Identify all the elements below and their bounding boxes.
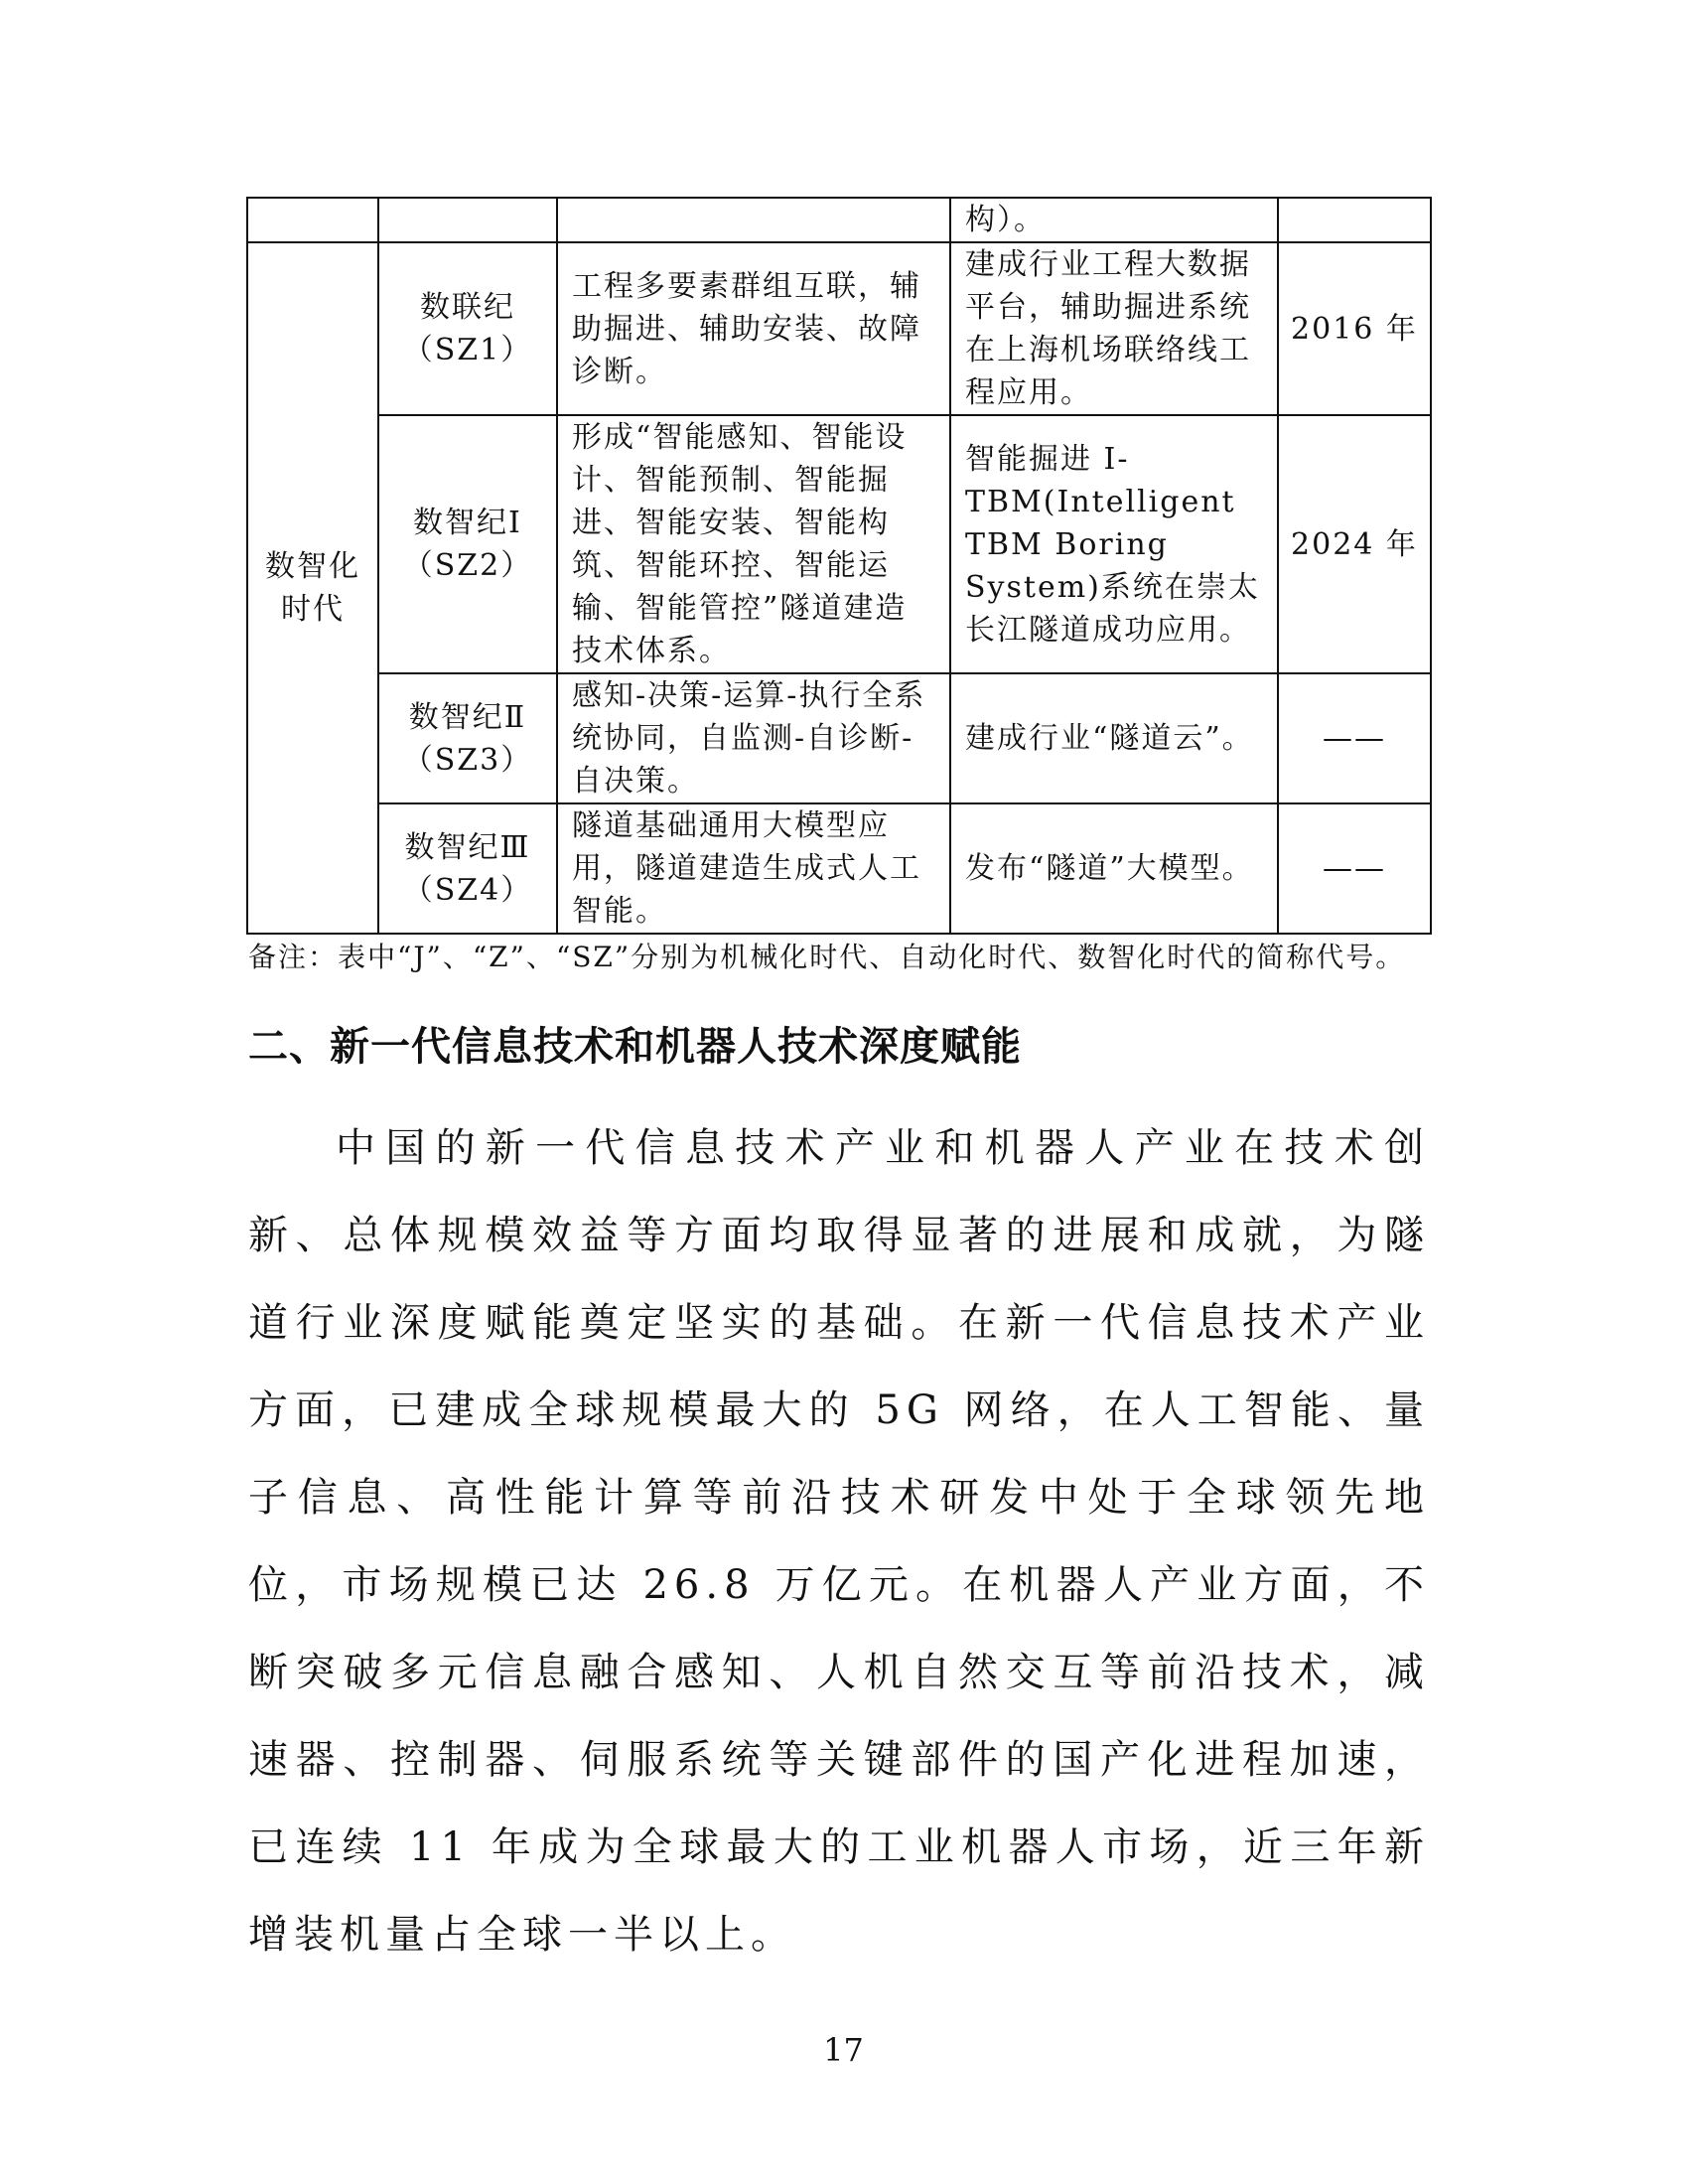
table-row-continuation <box>247 198 1431 242</box>
cell-milestone: 建成行业工程大数据平台，辅助掘进系统在上海机场联络线工程应用。 <box>950 242 1278 415</box>
cell-milestone-continued: 构）。 <box>950 198 1278 242</box>
cell-milestone: 发布“隧道”大模型。 <box>950 803 1278 934</box>
page-number: 17 <box>823 2031 864 2069</box>
section-heading: 二、新一代信息技术和机器人技术深度赋能 <box>248 1024 1022 1070</box>
cell-era-label <box>247 242 378 934</box>
table-row <box>247 415 1431 673</box>
cell-year: 2016 年 <box>1278 242 1431 415</box>
cell-milestone: 智能掘进 I-TBM(Intelligent TBM Boring System)系统在崇太长江隧道成功应用。 <box>950 415 1278 673</box>
stage-name: 数智纪Ⅰ <box>413 506 522 540</box>
stage-name: 数智纪Ⅱ <box>408 699 527 735</box>
cell-name-empty <box>378 198 557 242</box>
cell-year-empty <box>1278 198 1431 242</box>
stage-name: 数智纪Ⅲ <box>404 829 531 865</box>
table-row <box>247 242 1431 415</box>
era-label-text: 数智化时代 <box>265 549 360 627</box>
stage-code: （SZ4） <box>402 872 533 908</box>
body-paragraph: 中国的新一代信息技术产业和机器人产业在技术创新、总体规模效益等方面均取得显著的进展和成就，为隧道行业深度赋能奠定坚实的基础。在新一代信息技术产业方面，已建成全球规模最大的 5G 网络，在人工智能、量子信息、高性能计算等前沿技术研发中处于全球领先地位，市场规模已达 26.8 万亿元。在机器人产业方面，不断突破多元信息融合感知、人机自然交互等前沿技术，减速器、控制器、伺服系统等关键部件的国产化进程加速，已连续 11 年成为全球最大的工业机器人市场，近三年新增装机量占全球一半以上。 <box>248 1125 1430 1958</box>
stage-name: 数联纪 <box>420 290 515 325</box>
table-row <box>247 803 1431 934</box>
cell-stage-name <box>378 673 557 803</box>
cell-year: 2024 年 <box>1278 415 1431 673</box>
cell-feature: 工程多要素群组互联，辅助掘进、辅助安装、故障诊断。 <box>557 242 950 415</box>
cell-feature-empty <box>557 198 950 242</box>
cell-feature: 感知-决策-运算-执行全系统协同，自监测-自诊断-自决策。 <box>557 673 950 803</box>
cell-year: —— <box>1278 673 1431 803</box>
cell-stage-name <box>378 415 557 673</box>
cell-feature: 隧道基础通用大模型应用，隧道建造生成式人工智能。 <box>557 803 950 934</box>
cell-stage-name <box>378 803 557 934</box>
stage-code: （SZ2） <box>402 548 533 583</box>
table-row <box>247 673 1431 803</box>
cell-milestone: 建成行业“隧道云”。 <box>950 673 1278 803</box>
era-table <box>246 197 1432 935</box>
cell-era-empty <box>247 198 378 242</box>
table-note: 备注：表中“J”、“Z”、“SZ”分别为机械化时代、自动化时代、数智化时代的简称代号。 <box>248 941 1406 973</box>
stage-code: （SZ1） <box>402 333 533 367</box>
cell-stage-name <box>378 242 557 415</box>
cell-year: —— <box>1278 803 1431 934</box>
cell-feature: 形成“智能感知、智能设计、智能预制、智能掘进、智能安装、智能构筑、智能环控、智能运输、智能管控”隧道建造技术体系。 <box>557 415 950 673</box>
stage-code: （SZ3） <box>402 742 533 778</box>
